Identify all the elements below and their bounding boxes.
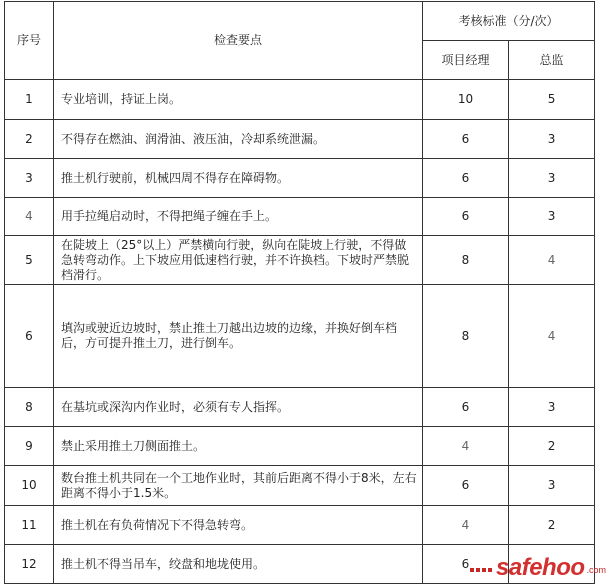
row-text: 专业培训，持证上岗。 xyxy=(54,80,423,120)
header-item: 检查要点 xyxy=(54,2,423,80)
row-director: 3 xyxy=(509,466,595,506)
row-no: 6 xyxy=(5,285,54,388)
row-pm: 8 xyxy=(423,236,509,285)
row-director: 3 xyxy=(509,198,595,236)
row-text: 推土机行驶前，机械四周不得存在障碍物。 xyxy=(54,159,423,198)
row-pm: 8 xyxy=(423,285,509,388)
table-row xyxy=(5,120,595,159)
row-text: 推土机在有负荷情况下不得急转弯。 xyxy=(54,506,423,545)
table-row xyxy=(5,285,595,388)
table-row xyxy=(5,466,595,506)
row-director: 4 xyxy=(509,285,595,388)
row-pm: 10 xyxy=(423,80,509,120)
row-text: 在陡坡上（25°以上）严禁横向行驶，纵向在陡坡上行驶，不得做急转弯动作。上下坡应用低速档行驶，并不许换档。下坡时严禁脱档滑行。 xyxy=(54,236,423,285)
row-text: 不得存在燃油、润滑油、液压油，冷却系统泄漏。 xyxy=(54,120,423,159)
row-director: 3 xyxy=(509,120,595,159)
row-text: 推土机不得当吊车，绞盘和地垅使用。 xyxy=(54,545,423,584)
table-row xyxy=(5,80,595,120)
row-no: 2 xyxy=(5,120,54,159)
row-text: 禁止采用推土刀侧面推土。 xyxy=(54,427,423,466)
table-row xyxy=(5,159,595,198)
row-no: 5 xyxy=(5,236,54,285)
row-pm: 4 xyxy=(423,427,509,466)
row-no: 12 xyxy=(5,545,54,584)
row-no: 3 xyxy=(5,159,54,198)
row-pm: 6 xyxy=(423,159,509,198)
header-pm: 项目经理 xyxy=(423,41,509,80)
row-pm: 4 xyxy=(423,506,509,545)
row-text: 数台推土机共同在一个工地作业时，其前后距离不得小于8米，左右距离不得小于1.5米。 xyxy=(54,466,423,506)
row-pm: 6 xyxy=(423,388,509,427)
row-director: 3 xyxy=(509,388,595,427)
header-no: 序号 xyxy=(5,2,54,80)
row-director: 4 xyxy=(509,236,595,285)
row-text: 在基坑或深沟内作业时，必须有专人指挥。 xyxy=(54,388,423,427)
row-pm: 6 xyxy=(423,120,509,159)
table-row xyxy=(5,198,595,236)
row-pm: 6 xyxy=(423,466,509,506)
row-no: 8 xyxy=(5,388,54,427)
row-text: 填沟或驶近边坡时，禁止推土刀越出边坡的边缘，并换好倒车档后，方可提升推土刀，进行倒车。 xyxy=(54,285,423,388)
row-director: 2 xyxy=(509,427,595,466)
row-pm: 6 xyxy=(423,198,509,236)
table-row xyxy=(5,388,595,427)
row-no: 9 xyxy=(5,427,54,466)
watermark-text: safehoo xyxy=(496,554,585,581)
watermark-dots xyxy=(470,568,492,572)
table-row xyxy=(5,506,595,545)
inspection-table xyxy=(4,1,595,584)
row-pm: 6 xyxy=(423,545,509,584)
row-no: 10 xyxy=(5,466,54,506)
header-standard: 考核标准（分/次） xyxy=(423,2,595,41)
header-director: 总监 xyxy=(509,41,595,80)
safehoo-watermark-logo xyxy=(470,550,606,580)
row-director: 3 xyxy=(509,159,595,198)
watermark-domain: .com xyxy=(586,565,606,575)
row-director: 2 xyxy=(509,506,595,545)
row-no: 4 xyxy=(5,198,54,236)
row-no: 1 xyxy=(5,80,54,120)
row-text: 用手拉绳启动时，不得把绳子缠在手上。 xyxy=(54,198,423,236)
row-no: 11 xyxy=(5,506,54,545)
table-row xyxy=(5,427,595,466)
table-row xyxy=(5,236,595,285)
row-director: 5 xyxy=(509,80,595,120)
